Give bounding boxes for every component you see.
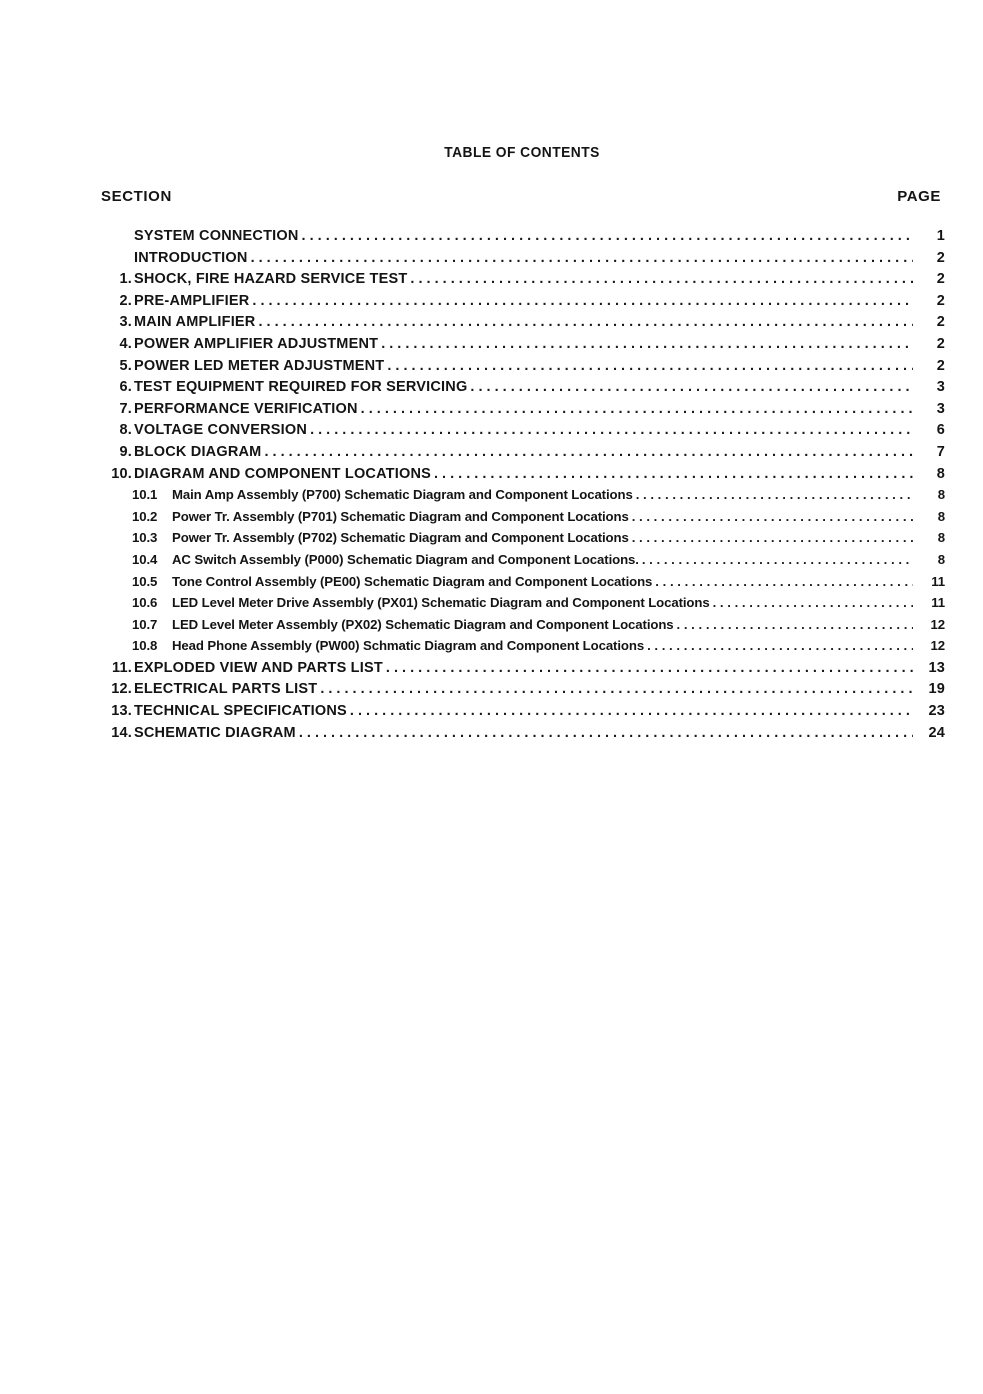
entry-page-number: 11	[931, 595, 945, 611]
toc-title: TABLE OF CONTENTS	[444, 144, 600, 161]
entry-number	[100, 617, 170, 632]
toc-entries	[100, 228, 945, 746]
entry-page-number: 8	[937, 487, 945, 503]
toc-subentry[interactable]	[100, 595, 945, 617]
entry-title: SYSTEM CONNECTION	[134, 228, 299, 244]
toc-entry[interactable]	[100, 725, 945, 747]
dot-leader	[713, 595, 913, 610]
entry-page-number: 19	[928, 681, 945, 698]
entry-page-number: 8	[937, 551, 945, 567]
entry-title: TEST EQUIPMENT REQUIRED FOR SERVICING	[134, 379, 468, 396]
entry-page-number: 12	[930, 616, 945, 632]
dot-leader	[632, 530, 913, 545]
entry-number	[100, 530, 170, 545]
entry-title: PRE-AMPLIFIER	[134, 292, 250, 309]
entry-page-number: 23	[928, 703, 945, 720]
entry-page-number: 11	[931, 573, 945, 589]
entry-page-number: 1	[936, 228, 945, 244]
dot-leader	[320, 681, 913, 697]
entry-number	[100, 574, 170, 589]
entry-number	[100, 487, 170, 502]
toc-entry[interactable]	[100, 336, 945, 358]
entry-number	[100, 595, 170, 610]
toc-subentry[interactable]	[100, 617, 945, 639]
entry-title: PERFORMANCE VERIFICATION	[134, 400, 358, 417]
entry-title: INTRODUCTION	[134, 249, 248, 266]
entry-page-number: 6	[936, 422, 945, 439]
entry-number-text: 10.4	[132, 551, 158, 567]
toc-subentry[interactable]	[100, 638, 945, 660]
toc-entry[interactable]	[100, 681, 945, 703]
dot-leader	[434, 466, 913, 482]
entry-page-number: 2	[936, 249, 945, 266]
entry-title: BLOCK DIAGRAM	[134, 443, 262, 460]
entry-number: 11.	[112, 659, 132, 676]
dot-leader	[251, 250, 913, 266]
entry-page-number: 8	[937, 530, 945, 546]
entry-title: SHOCK, FIRE HAZARD SERVICE TEST	[134, 271, 408, 288]
dot-leader	[350, 703, 913, 719]
toc-entry[interactable]	[100, 660, 945, 682]
entry-title: ELECTRICAL PARTS LIST	[134, 681, 318, 698]
entry-number	[100, 552, 170, 567]
entry-title: VOLTAGE CONVERSION	[134, 422, 308, 439]
dot-leader	[361, 401, 913, 417]
entry-number: 6.	[119, 379, 132, 396]
toc-subentry[interactable]	[100, 487, 945, 509]
entry-number: 4.	[119, 335, 132, 352]
entry-number-text: 10.1	[132, 487, 158, 503]
entry-number: 7.	[119, 400, 132, 417]
toc-subentry[interactable]	[100, 552, 945, 574]
entry-page-number: 8	[936, 465, 945, 482]
dot-leader	[647, 638, 913, 653]
entry-number-text: 10.6	[132, 595, 158, 611]
toc-entry[interactable]	[100, 703, 945, 725]
entry-title: LED Level Meter Assembly (PX02) Schematic Diagram and Component Locations	[172, 616, 674, 632]
dot-leader	[299, 725, 913, 741]
entry-page-number: 3	[936, 400, 945, 417]
toc-subentry[interactable]	[100, 530, 945, 552]
entry-number: 12.	[111, 681, 132, 698]
toc-entry[interactable]	[100, 466, 945, 488]
entry-number-text: 10.5	[132, 573, 158, 589]
entry-title: Tone Control Assembly (PE00) Schematic Diagram and Component Locations	[172, 573, 653, 589]
dot-leader	[264, 444, 913, 460]
entry-number-text: 10.3	[132, 530, 158, 546]
entry-title: MAIN AMPLIFIER	[134, 314, 256, 331]
entry-page-number: 24	[928, 724, 945, 741]
entry-number: 13.	[111, 703, 132, 720]
dot-leader	[410, 271, 913, 287]
entry-title: Head Phone Assembly (PW00) Schmatic Diagram and Component Locations	[172, 638, 645, 654]
page-column-header: PAGE	[897, 188, 941, 205]
entry-title: Power Tr. Assembly (P701) Schematic Diagram and Component Locations	[172, 508, 629, 524]
toc-entry[interactable]	[100, 314, 945, 336]
entry-title: Main Amp Assembly (P700) Schematic Diagram and Component Locations	[172, 487, 633, 503]
toc-entry[interactable]	[100, 271, 945, 293]
entry-number-text: 10.8	[132, 638, 158, 654]
dot-leader	[655, 574, 913, 589]
entry-title: DIAGRAM AND COMPONENT LOCATIONS	[134, 465, 431, 482]
dot-leader	[677, 617, 913, 632]
entry-page-number: 2	[936, 292, 945, 309]
entry-title: Power Tr. Assembly (P702) Schematic Diagram and Component Locations	[172, 530, 629, 546]
toc-entry[interactable]	[100, 293, 945, 315]
entry-number-text: 10.2	[132, 508, 158, 524]
entry-number	[100, 638, 170, 653]
toc-entry[interactable]	[100, 444, 945, 466]
dot-leader	[310, 422, 913, 438]
dot-leader	[636, 487, 913, 502]
toc-entry[interactable]	[100, 422, 945, 444]
entry-number-text: 10.7	[132, 616, 158, 632]
dot-leader	[386, 660, 913, 676]
entry-page-number: 8	[937, 508, 945, 524]
entry-number: 2.	[119, 292, 132, 309]
section-column-header: SECTION	[101, 188, 172, 205]
dot-leader	[252, 293, 913, 309]
toc-subentry[interactable]	[100, 509, 945, 531]
dot-leader	[632, 509, 913, 524]
dot-leader	[387, 358, 913, 374]
entry-title: LED Level Meter Drive Assembly (PX01) Schematic Diagram and Component Locations	[172, 595, 710, 611]
dot-leader	[470, 379, 913, 395]
entry-number	[100, 509, 170, 524]
entry-number: 8.	[119, 422, 132, 439]
dot-leader	[258, 314, 913, 330]
entry-title: TECHNICAL SPECIFICATIONS	[134, 703, 347, 720]
entry-page-number: 2	[936, 314, 945, 331]
entry-title: SCHEMATIC DIAGRAM	[134, 724, 296, 741]
toc-entry[interactable]	[100, 358, 945, 380]
entry-number: 1.	[119, 271, 132, 288]
toc-entry[interactable]	[100, 379, 945, 401]
entry-page-number: 12	[930, 638, 945, 654]
entry-number: 10.	[111, 465, 132, 482]
entry-title: POWER AMPLIFIER ADJUSTMENT	[134, 335, 379, 352]
entry-number: 5.	[119, 357, 132, 374]
entry-number: 14.	[111, 724, 132, 741]
toc-entry[interactable]	[100, 228, 945, 250]
entry-page-number: 3	[936, 379, 945, 396]
entry-page-number: 2	[936, 357, 945, 374]
dot-leader	[642, 552, 913, 567]
toc-entry[interactable]	[100, 401, 945, 423]
entry-title: EXPLODED VIEW AND PARTS LIST	[134, 659, 383, 676]
entry-title: POWER LED METER ADJUSTMENT	[134, 357, 385, 374]
entry-number: 3.	[119, 314, 132, 331]
toc-subentry[interactable]	[100, 574, 945, 596]
entry-title: AC Switch Assembly (P000) Schematic Diagram and Component Locations.	[172, 551, 639, 567]
entry-page-number: 13	[928, 659, 945, 676]
dot-leader	[381, 336, 913, 352]
entry-page-number: 7	[936, 443, 945, 460]
dot-leader	[302, 228, 913, 244]
entry-number: 9.	[119, 443, 132, 460]
toc-entry[interactable]	[100, 250, 945, 272]
entry-page-number: 2	[936, 271, 945, 288]
entry-page-number: 2	[936, 335, 945, 352]
